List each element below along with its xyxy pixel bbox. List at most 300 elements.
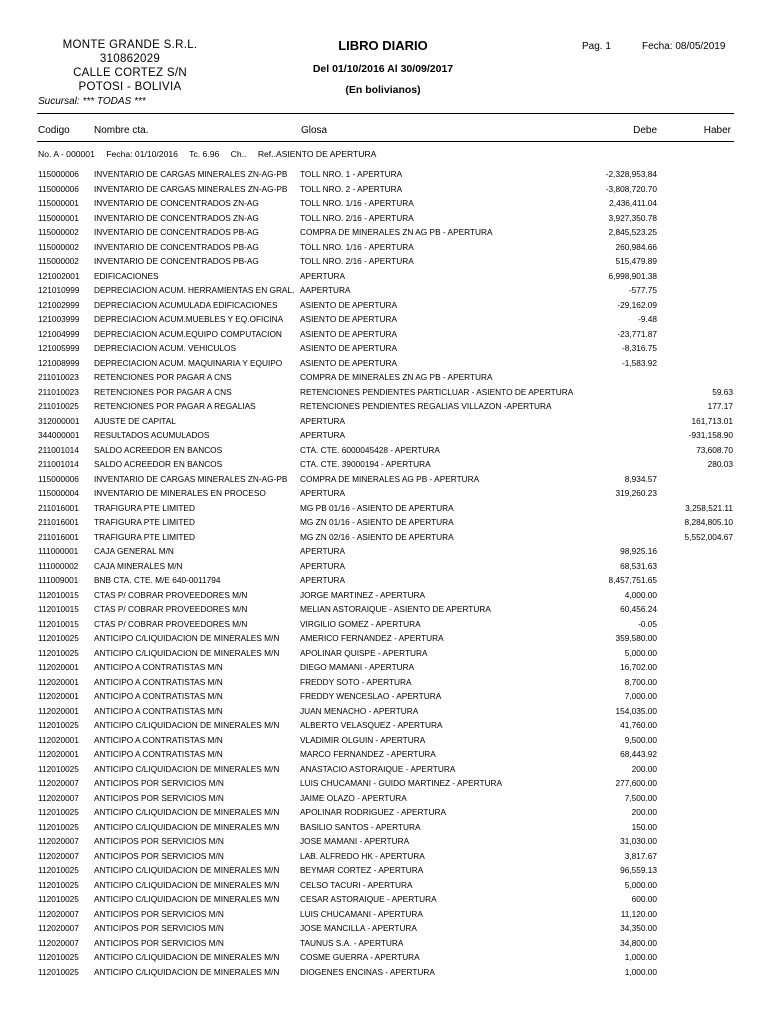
debe-amount: -2,328,953.84	[605, 169, 657, 179]
haber-amount: 5,552,004.67	[684, 531, 733, 542]
glosa: COSME GUERRA - APERTURA	[300, 952, 420, 962]
glosa: APERTURA	[300, 488, 346, 498]
account-code: 111000001	[38, 546, 79, 556]
debe-amount: 6,998,901.38	[608, 270, 657, 281]
table-row	[0, 515, 768, 530]
glosa: ASIENTO DE APERTURA	[300, 314, 397, 324]
glosa: BASILIO SANTOS - APERTURA	[300, 821, 421, 832]
glosa: APERTURA	[300, 270, 346, 281]
table-row	[0, 486, 768, 501]
table-row	[0, 762, 768, 777]
glosa: MARCO FERNANDEZ - APERTURA	[300, 749, 436, 759]
table-row	[0, 428, 768, 443]
account-code: 211001014	[38, 444, 79, 455]
account-name: ANTICIPO C/LIQUIDACION DE MINERALES M/N	[94, 894, 280, 904]
account-code: 344000001	[38, 430, 80, 440]
glosa: APOLINAR QUISPE - APERTURA	[300, 647, 428, 658]
debe-amount: 11,120.00	[620, 908, 657, 919]
debe-amount: 8,934.57	[624, 473, 657, 484]
glosa: MG ZN 02/16 - ASIENTO DE APERTURA	[300, 531, 454, 542]
account-code: 211001014	[38, 459, 79, 469]
glosa: FREDDY WENCESLAO - APERTURA	[300, 691, 442, 701]
glosa: LAB. ALFREDO HK - APERTURA	[300, 850, 425, 861]
debe-amount: 3,817.67	[624, 850, 657, 861]
account-code: 112020001	[38, 734, 79, 745]
account-name: ANTICIPO A CONTRATISTAS M/N	[94, 691, 223, 701]
table-row	[0, 950, 768, 965]
account-name: ANTICIPO C/LIQUIDACION DE MINERALES M/N	[94, 879, 280, 890]
table-row	[0, 849, 768, 864]
account-name: DEPRECIACION ACUM. MAQUINARIA Y EQUIPO	[94, 357, 283, 368]
debe-amount: 98,925.16	[620, 546, 657, 556]
account-code: 115000006	[38, 169, 79, 179]
haber-amount: 8,284,805.10	[684, 517, 733, 527]
glosa: ALBERTO VELASQUEZ - APERTURA	[300, 720, 443, 730]
debe-amount: 16,702.00	[620, 662, 657, 672]
account-name: INVENTARIO DE CONCENTRADOS ZN-AG	[94, 198, 259, 208]
table-row	[0, 182, 768, 197]
table-row	[0, 501, 768, 516]
glosa: RETENCIONES PENDIENTES REGALIAS VILLAZON -APERTURA	[300, 401, 552, 411]
account-name: RETENCIONES POR PAGAR A REGALIAS	[94, 401, 256, 411]
account-code: 211010025	[38, 401, 79, 411]
table-row	[0, 414, 768, 429]
debe-amount: 7,000.00	[624, 691, 657, 701]
entry-header	[38, 149, 385, 159]
glosa: MG PB 01/16 - ASIENTO DE APERTURA	[300, 502, 454, 513]
table-row	[0, 457, 768, 472]
table-row	[0, 631, 768, 646]
account-name: ANTICIPO C/LIQUIDACION DE MINERALES M/N	[94, 633, 280, 643]
account-code: 121005999	[38, 343, 80, 353]
debe-amount: -577.75	[628, 285, 657, 295]
glosa: ASIENTO DE APERTURA	[300, 343, 397, 353]
account-code: 121002999	[38, 299, 80, 310]
account-code: 115000001	[38, 212, 79, 223]
account-code: 112010025	[38, 633, 79, 643]
account-code: 112010025	[38, 807, 79, 817]
account-name: BNB CTA. CTE. M/E 640-0011794	[94, 575, 221, 585]
debe-amount: 4,000.00	[624, 589, 657, 600]
debe-amount: 1,000.00	[624, 952, 657, 962]
account-code: 112010015	[38, 604, 79, 614]
table-row	[0, 704, 768, 719]
col-header-debe: Debe	[633, 125, 657, 136]
debe-amount: -1,583.92	[621, 357, 657, 368]
table-row	[0, 646, 768, 661]
account-name: ANTICIPOS POR SERVICIOS M/N	[94, 850, 224, 861]
sucursal-label: Sucursal: *** TODAS ***	[38, 96, 146, 107]
account-name: INVENTARIO DE CONCENTRADOS PB-AG	[94, 241, 259, 252]
table-row	[0, 718, 768, 733]
account-code: 112020007	[38, 850, 79, 861]
company-nit: 310862029	[99, 53, 161, 65]
glosa: TOLL NRO. 1/16 - APERTURA	[300, 241, 414, 252]
glosa: APERTURA	[300, 546, 346, 556]
table-row	[0, 733, 768, 748]
account-name: ANTICIPOS POR SERVICIOS M/N	[94, 778, 224, 788]
account-name: ANTICIPOS POR SERVICIOS M/N	[94, 836, 224, 846]
debe-amount: 41,760.00	[620, 720, 657, 730]
print-date: Fecha: 08/05/2019	[642, 41, 726, 52]
journal-rows	[0, 167, 768, 979]
glosa: CTA. CTE. 6000045428 - APERTURA	[300, 444, 440, 455]
entry-number: No. A - 000001	[38, 149, 95, 159]
debe-amount: 515,479.89	[615, 256, 657, 266]
account-code: 211016001	[38, 502, 79, 513]
account-code: 111009001	[38, 575, 79, 585]
debe-amount: 600.00	[631, 894, 657, 904]
debe-amount: 2,436,411.04	[609, 198, 657, 208]
debe-amount: 154,035.00	[615, 705, 657, 716]
account-name: CAJA MINERALES M/N	[94, 560, 183, 571]
debe-amount: 5,000.00	[624, 647, 657, 658]
glosa: JAIME OLAZO - APERTURA	[300, 792, 407, 803]
report-period: Del 01/10/2016 Al 30/09/2017	[312, 63, 454, 75]
glosa: TOLL NRO. 1/16 - APERTURA	[300, 198, 414, 208]
glosa: TOLL NRO. 2 - APERTURA	[300, 183, 403, 194]
haber-amount: 3,258,521.11	[685, 502, 733, 513]
account-name: ANTICIPO C/LIQUIDACION DE MINERALES M/N	[94, 821, 280, 832]
debe-amount: 2,845,523.25	[608, 227, 657, 237]
glosa: JOSE MAMANI - APERTURA	[300, 836, 410, 846]
table-row	[0, 689, 768, 704]
table-row	[0, 530, 768, 545]
account-name: INVENTARIO DE CARGAS MINERALES ZN-AG-PB	[94, 169, 288, 179]
glosa: COMPRA DE MINERALES ZN AG PB - APERTURA	[300, 372, 493, 382]
entry-tc: Tc. 6.96	[189, 149, 220, 159]
account-code: 112020007	[38, 778, 79, 788]
page-number: Pag. 1	[582, 41, 611, 52]
account-name: ANTICIPO C/LIQUIDACION DE MINERALES M/N	[94, 763, 280, 774]
company-name: MONTE GRANDE S.R.L.	[62, 39, 198, 51]
table-row	[0, 747, 768, 762]
table-row	[0, 907, 768, 922]
table-row	[0, 167, 768, 182]
debe-amount: 5,000.00	[624, 879, 657, 890]
table-row	[0, 211, 768, 226]
account-name: ANTICIPOS POR SERVICIOS M/N	[94, 908, 224, 919]
account-name: ANTICIPO A CONTRATISTAS M/N	[94, 734, 223, 745]
account-code: 112020007	[38, 792, 79, 803]
debe-amount: 1,000.00	[624, 966, 657, 977]
company-address: CALLE CORTEZ S/N	[73, 67, 187, 79]
header-bottom-rule	[37, 141, 734, 142]
account-name: SALDO ACREEDOR EN BANCOS	[94, 444, 223, 455]
account-code: 112010025	[38, 720, 79, 730]
account-code: 112020001	[38, 749, 79, 759]
table-row	[0, 269, 768, 284]
table-row	[0, 892, 768, 907]
haber-amount: 177.17	[707, 401, 733, 411]
table-row	[0, 385, 768, 400]
account-name: ANTICIPOS POR SERVICIOS M/N	[94, 937, 224, 948]
debe-amount: 8,700.00	[624, 676, 657, 687]
account-code: 115000006	[38, 183, 79, 194]
haber-amount: -931,158.90	[688, 430, 733, 440]
glosa: AAPERTURA	[300, 285, 351, 295]
table-row	[0, 472, 768, 487]
account-name: ANTICIPOS POR SERVICIOS M/N	[94, 923, 224, 933]
haber-amount: 59.63	[712, 386, 733, 397]
debe-amount: 200.00	[631, 763, 657, 774]
account-name: TRAFIGURA PTE LIMITED	[94, 531, 195, 542]
debe-amount: 200.00	[631, 807, 657, 817]
table-row	[0, 370, 768, 385]
account-code: 112010015	[38, 618, 79, 629]
company-city: POTOSI - BOLIVIA	[78, 81, 182, 93]
debe-amount: -3,808,720.70	[605, 183, 657, 194]
debe-amount: -29,162.09	[617, 299, 657, 310]
account-name: INVENTARIO DE CONCENTRADOS PB-AG	[94, 227, 259, 237]
debe-amount: 277,600.00	[615, 778, 657, 788]
glosa: LUIS CHUCAMANI - APERTURA	[300, 908, 423, 919]
table-row	[0, 660, 768, 675]
account-code: 121008999	[38, 357, 80, 368]
col-header-name: Nombre cta.	[94, 125, 149, 136]
debe-amount: 68,443.92	[620, 749, 657, 759]
account-code: 112010025	[38, 865, 79, 875]
account-code: 112020001	[38, 662, 79, 672]
table-row	[0, 776, 768, 791]
table-row	[0, 878, 768, 893]
debe-amount: 34,800.00	[620, 937, 657, 948]
account-code: 115000002	[38, 227, 79, 237]
debe-amount: -9.48	[638, 314, 657, 324]
table-row	[0, 921, 768, 936]
account-name: INVENTARIO DE CONCENTRADOS PB-AG	[94, 256, 259, 266]
account-name: INVENTARIO DE CARGAS MINERALES ZN-AG-PB	[94, 183, 288, 194]
account-name: ANTICIPO C/LIQUIDACION DE MINERALES M/N	[94, 952, 280, 962]
table-row	[0, 225, 768, 240]
account-name: ANTICIPO C/LIQUIDACION DE MINERALES M/N	[94, 720, 280, 730]
haber-amount: 73,608.70	[696, 444, 733, 455]
table-row	[0, 240, 768, 255]
account-name: RETENCIONES POR PAGAR A CNS	[94, 386, 232, 397]
account-code: 112010025	[38, 894, 79, 904]
debe-amount: 60,456.24	[620, 604, 657, 614]
entry-date: Fecha: 01/10/2016	[106, 149, 178, 159]
account-name: TRAFIGURA PTE LIMITED	[94, 517, 195, 527]
account-code: 121003999	[38, 314, 80, 324]
report-title: LIBRO DIARIO	[338, 38, 428, 53]
account-code: 112020007	[38, 836, 79, 846]
account-code: 121002001	[38, 270, 80, 281]
account-name: CAJA GENERAL M/N	[94, 546, 174, 556]
account-name: EDIFICACIONES	[94, 270, 159, 281]
glosa: TOLL NRO. 2/16 - APERTURA	[300, 212, 414, 223]
account-code: 312000001	[38, 415, 80, 426]
table-row	[0, 544, 768, 559]
glosa: DIEGO MAMANI - APERTURA	[300, 662, 415, 672]
table-row	[0, 196, 768, 211]
account-name: ANTICIPO A CONTRATISTAS M/N	[94, 749, 223, 759]
account-code: 121010999	[38, 285, 80, 295]
account-name: ANTICIPO C/LIQUIDACION DE MINERALES M/N	[94, 865, 280, 875]
glosa: MG ZN 01/16 - ASIENTO DE APERTURA	[300, 517, 454, 527]
account-code: 112020007	[38, 908, 79, 919]
account-name: ANTICIPOS POR SERVICIOS M/N	[94, 792, 224, 803]
account-code: 111000002	[38, 560, 79, 571]
debe-amount: -0.05	[638, 618, 657, 629]
account-name: ANTICIPO A CONTRATISTAS M/N	[94, 662, 223, 672]
table-row	[0, 312, 768, 327]
account-name: ANTICIPO C/LIQUIDACION DE MINERALES M/N	[94, 807, 280, 817]
debe-amount: -8,316.75	[621, 343, 657, 353]
glosa: DIOGENES ENCINAS - APERTURA	[300, 966, 435, 977]
account-code: 112010025	[38, 879, 79, 890]
account-code: 211010023	[38, 386, 79, 397]
account-code: 211016001	[38, 531, 79, 542]
glosa: APOLINAR RODRIGUEZ - APERTURA	[300, 807, 446, 817]
glosa: APERTURA	[300, 430, 346, 440]
account-code: 112010025	[38, 763, 79, 774]
account-code: 115000002	[38, 241, 79, 252]
glosa: RETENCIONES PENDIENTES PARTICLUAR - ASIENTO DE APERTURA	[300, 386, 574, 397]
haber-amount: 161,713.01	[691, 415, 733, 426]
glosa: ASIENTO DE APERTURA	[300, 357, 397, 368]
account-name: CTAS P/ COBRAR PROVEEDORES M/N	[94, 604, 248, 614]
debe-amount: 68,531.63	[620, 560, 657, 571]
account-code: 112020001	[38, 705, 79, 716]
table-row	[0, 863, 768, 878]
debe-amount: 3,927,350.78	[608, 212, 657, 223]
glosa: COMPRA DE MINERALES AG PB - APERTURA	[300, 473, 480, 484]
glosa: ASIENTO DE APERTURA	[300, 299, 397, 310]
table-row	[0, 341, 768, 356]
debe-amount: 7,500.00	[624, 792, 657, 803]
account-code: 211016001	[38, 517, 79, 527]
table-row	[0, 298, 768, 313]
table-row	[0, 399, 768, 414]
glosa: ASIENTO DE APERTURA	[300, 328, 397, 339]
table-row	[0, 283, 768, 298]
glosa: VIRGILIO GOMEZ - APERTURA	[300, 618, 421, 629]
glosa: FREDDY SOTO - APERTURA	[300, 676, 412, 687]
debe-amount: -23,771.87	[617, 328, 657, 339]
account-name: RESULTADOS ACUMULADOS	[94, 430, 210, 440]
glosa: JORGE MARTINEZ - APERTURA	[300, 589, 426, 600]
glosa: CELSO TACURI - APERTURA	[300, 879, 413, 890]
account-name: CTAS P/ COBRAR PROVEEDORES M/N	[94, 589, 248, 600]
glosa: CESAR ASTORAIQUE - APERTURA	[300, 894, 437, 904]
table-row	[0, 559, 768, 574]
account-code: 112020007	[38, 923, 79, 933]
haber-amount: 280.03	[707, 459, 733, 469]
debe-amount: 150.00	[631, 821, 657, 832]
account-code: 211010023	[38, 372, 79, 382]
debe-amount: 359,580.00	[615, 633, 657, 643]
table-row	[0, 443, 768, 458]
glosa: TOLL NRO. 2/16 - APERTURA	[300, 256, 414, 266]
table-row	[0, 820, 768, 835]
table-row	[0, 805, 768, 820]
report-currency: (En bolivianos)	[345, 84, 421, 96]
debe-amount: 319,260.23	[615, 488, 657, 498]
account-name: TRAFIGURA PTE LIMITED	[94, 502, 195, 513]
entry-ref: Ref..ASIENTO DE APERTURA	[257, 149, 377, 159]
account-name: DEPRECIACION ACUMULADA EDIFICACIONES	[94, 299, 278, 310]
table-row	[0, 356, 768, 371]
glosa: BEYMAR CORTEZ - APERTURA	[300, 865, 424, 875]
account-code: 112010015	[38, 589, 79, 600]
glosa: ANASTACIO ASTORAIQUE - APERTURA	[300, 763, 456, 774]
table-row	[0, 573, 768, 588]
glosa: MELIAN ASTORAIQUE - ASIENTO DE APERTURA	[300, 604, 491, 614]
table-row	[0, 617, 768, 632]
account-name: DEPRECIACION ACUM. VEHICULOS	[94, 343, 236, 353]
account-name: ANTICIPO C/LIQUIDACION DE MINERALES M/N	[94, 966, 280, 977]
account-name: CTAS P/ COBRAR PROVEEDORES M/N	[94, 618, 248, 629]
account-name: RETENCIONES POR PAGAR A CNS	[94, 372, 232, 382]
account-code: 112020001	[38, 676, 79, 687]
table-row	[0, 602, 768, 617]
account-name: SALDO ACREEDOR EN BANCOS	[94, 459, 223, 469]
account-code: 115000001	[38, 198, 79, 208]
account-code: 112020007	[38, 937, 79, 948]
account-name: ANTICIPO A CONTRATISTAS M/N	[94, 705, 223, 716]
glosa: APERTURA	[300, 415, 346, 426]
glosa: CTA. CTE. 39000194 - APERTURA	[300, 459, 431, 469]
glosa: APERTURA	[300, 575, 346, 585]
account-code: 112010025	[38, 821, 79, 832]
account-code: 115000002	[38, 256, 79, 266]
glosa: LUIS CHUCAMANI - GUIDO MARTINEZ - APERTURA	[300, 778, 503, 788]
glosa: VLADIMIR OLGUIN - APERTURA	[300, 734, 426, 745]
col-header-code: Codigo	[38, 125, 70, 136]
debe-amount: 31,030.00	[620, 836, 657, 846]
account-code: 115000006	[38, 473, 79, 484]
glosa: JUAN MENACHO - APERTURA	[300, 705, 419, 716]
account-name: DEPRECIACION ACUM.EQUIPO COMPUTACION	[94, 328, 282, 339]
col-header-haber: Haber	[703, 125, 731, 136]
glosa: APERTURA	[300, 560, 346, 571]
debe-amount: 96,559.13	[620, 865, 657, 875]
table-row	[0, 834, 768, 849]
account-code: 112010025	[38, 966, 79, 977]
table-row	[0, 254, 768, 269]
header-top-rule	[37, 113, 734, 114]
glosa: TAUNUS S.A. - APERTURA	[300, 937, 404, 948]
entry-ch: Ch..	[230, 149, 247, 159]
account-name: INVENTARIO DE CONCENTRADOS ZN-AG	[94, 212, 259, 223]
account-code: 112010025	[38, 647, 79, 658]
account-name: INVENTARIO DE MINERALES EN PROCESO	[94, 488, 266, 498]
table-row	[0, 588, 768, 603]
debe-amount: 260,984.66	[615, 241, 657, 252]
account-code: 112020001	[38, 691, 79, 701]
account-code: 115000004	[38, 488, 79, 498]
account-name: ANTICIPO A CONTRATISTAS M/N	[94, 676, 223, 687]
table-row	[0, 791, 768, 806]
glosa: JOSE MANCILLA - APERTURA	[300, 923, 417, 933]
account-name: DEPRECIACION ACUM. HERRAMIENTAS EN GRAL.	[94, 285, 295, 295]
glosa: COMPRA DE MINERALES ZN AG PB - APERTURA	[300, 227, 493, 237]
glosa: AMERICO FERNANDEZ - APERTURA	[300, 633, 444, 643]
account-code: 112010025	[38, 952, 79, 962]
table-row	[0, 675, 768, 690]
table-row	[0, 965, 768, 980]
account-name: DEPRECIACION ACUM.MUEBLES Y EQ.OFICINA	[94, 314, 284, 324]
debe-amount: 9,500.00	[624, 734, 657, 745]
account-name: AJUSTE DE CAPITAL	[94, 415, 176, 426]
debe-amount: 8,457,751.65	[608, 575, 657, 585]
debe-amount: 34,350.00	[620, 923, 657, 933]
account-code: 121004999	[38, 328, 80, 339]
col-header-glosa: Glosa	[301, 125, 328, 136]
account-name: INVENTARIO DE CARGAS MINERALES ZN-AG-PB	[94, 473, 288, 484]
table-row	[0, 327, 768, 342]
